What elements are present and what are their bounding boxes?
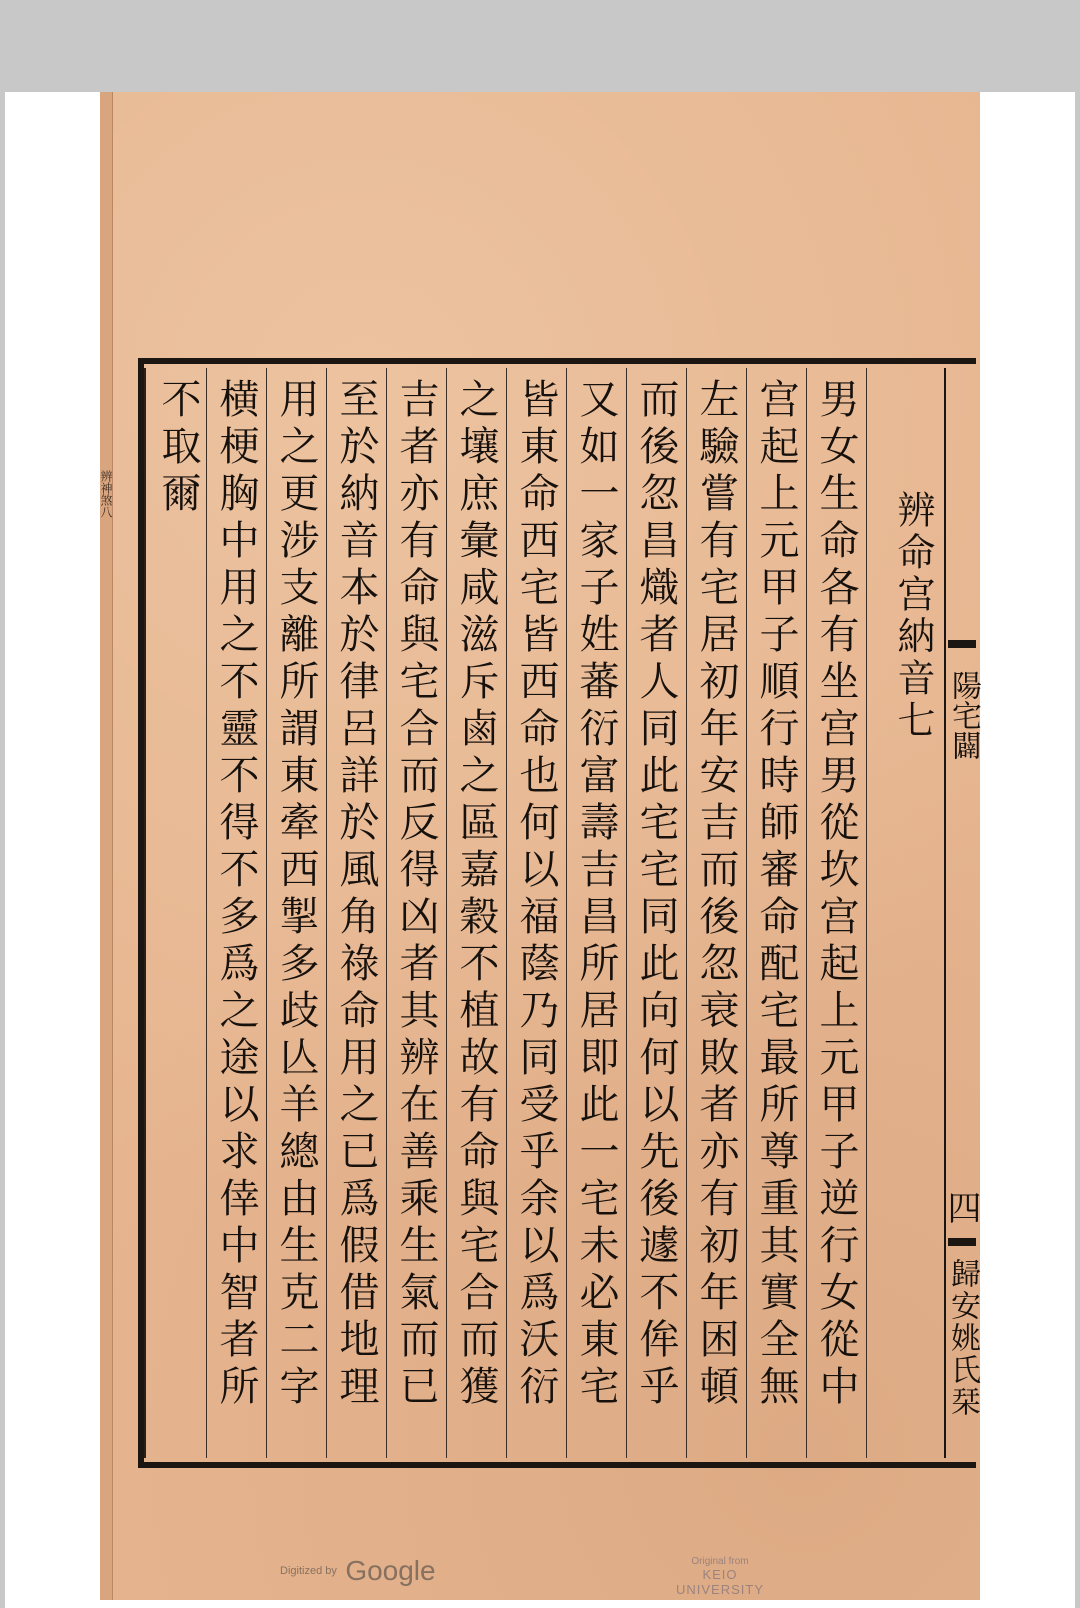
column-rule <box>206 368 207 1458</box>
column-rule <box>866 368 867 1458</box>
text-column: 横梗胸中用之不靈不得不多爲之途以求倖中智者所 <box>213 378 259 1412</box>
text-column: 至於納音本於律呂詳於風角祿命用之已爲假借地理 <box>333 378 379 1412</box>
viewer-background <box>0 0 1080 92</box>
banxin-book-title: 陽宅闢 <box>946 670 981 760</box>
column-rule <box>686 368 687 1458</box>
fishtail-mark <box>948 640 976 648</box>
fishtail-mark <box>948 1238 976 1246</box>
previous-leaf-edge <box>100 92 113 1600</box>
text-column: 皆東命西宅皆西命也何以福蔭乃同受乎余以爲沃衍 <box>513 378 559 1412</box>
text-column: 宫起上元甲子順行時師審命配宅最所尊重其實全無 <box>753 378 799 1412</box>
chapter-heading: 辨命宫納音七 <box>891 490 935 742</box>
previous-leaf-title: 辨神煞八 <box>99 470 113 518</box>
keio-watermark-caption: Original from <box>691 1556 749 1567</box>
text-column: 又如一家子姓蕃衍富壽吉昌所居即此一宅未必東宅 <box>573 378 619 1412</box>
text-column: 不取爾 <box>155 378 201 519</box>
google-watermark-caption: Digitized by <box>280 1565 337 1577</box>
keio-watermark <box>660 1556 780 1597</box>
text-column: 之壤庶彙咸滋斥鹵之區嘉穀不植故有命與宅合而獲 <box>453 378 499 1412</box>
text-column: 吉者亦有命與宅合而反得凶者其辨在善乘生氣而已 <box>393 378 439 1412</box>
text-column: 男女生命各有坐宫男從坎宫起上元甲子逆行女從中 <box>813 378 859 1412</box>
column-rule <box>506 368 507 1458</box>
column-rule <box>446 368 447 1458</box>
text-column: 用之更涉支離所謂東牽西掣多歧亾羊總由生克二字 <box>273 378 319 1412</box>
column-rule <box>806 368 807 1458</box>
keio-watermark-name: KEIO UNIVERSITY <box>675 1567 764 1597</box>
column-rule <box>746 368 747 1458</box>
column-rule <box>626 368 627 1458</box>
google-watermark <box>280 1555 436 1591</box>
banxin-page-number: 四 <box>941 1190 981 1224</box>
banxin-publisher: 歸安姚氏栞 <box>945 1258 980 1418</box>
text-column: 而後忽昌熾者人同此宅宅同此向何以先後遽不侔乎 <box>633 378 679 1412</box>
google-logo: Google <box>345 1555 436 1586</box>
text-column: 左驗嘗有宅居初年安吉而後忽衰敗者亦有初年困頓 <box>693 378 739 1412</box>
frame-inner-rule <box>144 368 146 1458</box>
column-rule <box>266 368 267 1458</box>
column-rule <box>386 368 387 1458</box>
column-rule <box>326 368 327 1458</box>
column-rule <box>566 368 567 1458</box>
